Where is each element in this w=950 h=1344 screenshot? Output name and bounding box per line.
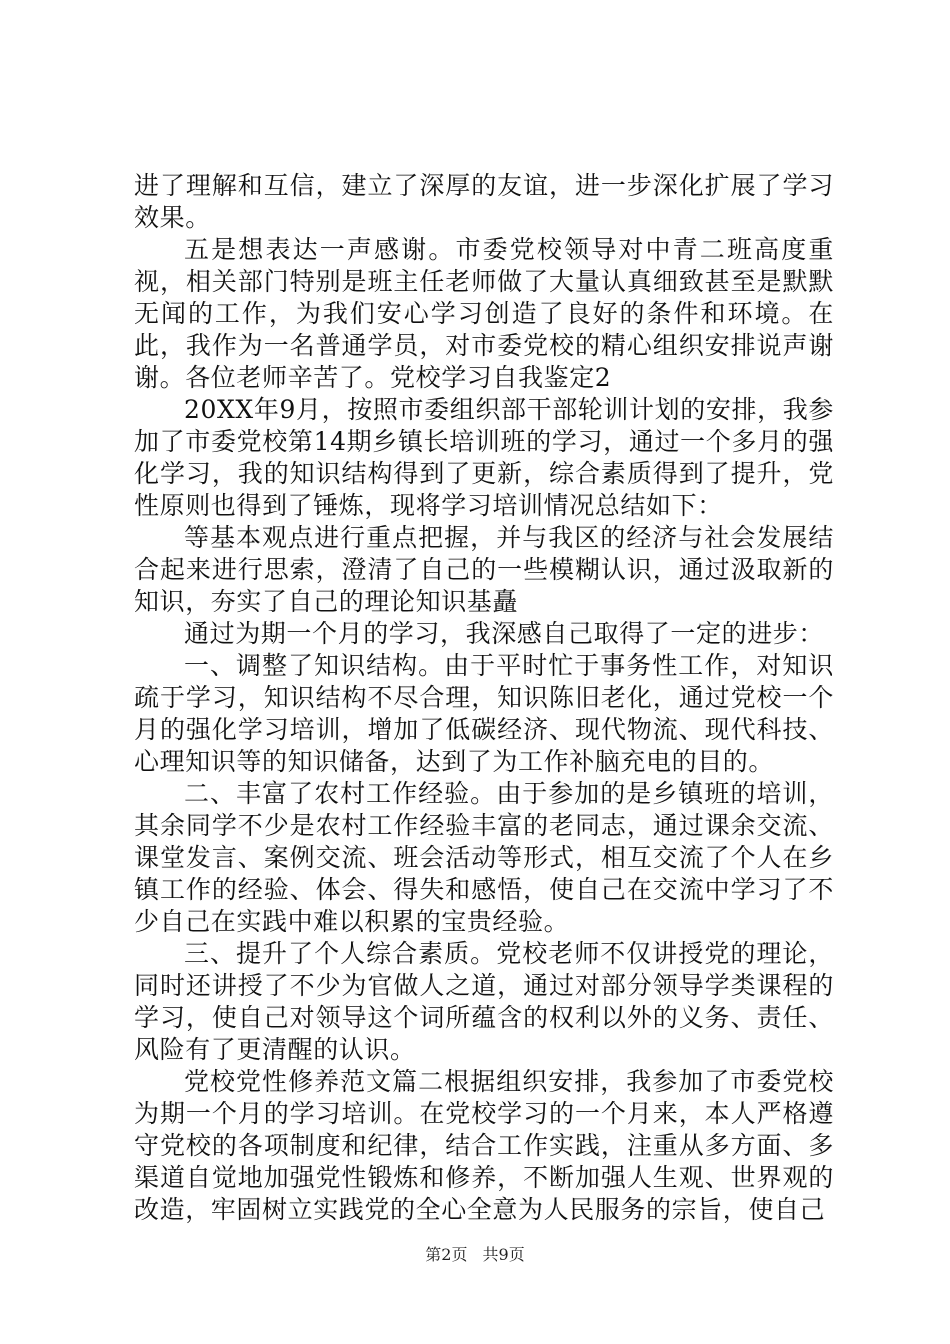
page-footer <box>0 1245 950 1265</box>
paragraph-1: 进了理解和互信，建立了深厚的友谊，进一步深化扩展了学习效果。 <box>134 171 834 232</box>
paragraph-4: 等基本观点进行重点把握，并与我区的经济与社会发展结合起来进行思索，澄清了自己的一些模糊认识，通过汲取新的知识，夯实了自己的理论知识基矗 <box>134 523 834 616</box>
paragraph-9: 党校党性修养范文篇二根据组织安排，我参加了市委党校为期一个月的学习培训。在党校学习的一个月来，本人严格遵守党校的各项制度和纪律，结合工作实践，注重从多方面、多渠道自觉地加强党性锻炼和修养，不断加强人生观、世界观的改造，牢固树立实践党的全心全意为人民服务的宗旨，使自己 <box>134 1067 834 1224</box>
paragraph-5: 通过为期一个月的学习，我深感自己取得了一定的进步： <box>184 619 825 648</box>
page-total: 共9页 <box>482 1245 525 1264</box>
paragraph-2: 五是想表达一声感谢。市委党校领导对中青二班高度重视，相关部门特别是班主任老师做了大量认真细致甚至是默默无闻的工作，为我们安心学习创造了良好的条件和环境。在此，我作为一名普通学员，对市委党校的精心组织安排说声谢谢。各位老师辛苦了。党校学习自我鉴定2 <box>134 235 834 392</box>
paragraph-6: 一、调整了知识结构。由于平时忙于事务性工作，对知识疏于学习，知识结构不尽合理，知识陈旧老化，通过党校一个月的强化学习培训，增加了低碳经济、现代物流、现代科技、心理知识等的知识储备，达到了为工作补脑充电的目的。 <box>134 651 834 776</box>
paragraph-8: 三、提升了个人综合素质。党校老师不仅讲授党的理论，同时还讲授了不少为官做人之道，通过对部分领导学类课程的学习，使自己对领导这个词所蕴含的权利以外的义务、责任、风险有了更清醒的认识。 <box>134 939 834 1064</box>
document-body <box>134 170 834 1226</box>
paragraph-3: 20XX年9月，按照市委组织部干部轮训计划的安排，我参加了市委党校第14期乡镇长培训班的学习，通过一个多月的强化学习，我的知识结构得到了更新，综合素质得到了提升，党性原则也得到了锤炼，现将学习培训情况总结如下： <box>134 395 834 520</box>
paragraph-7: 二、丰富了农村工作经验。由于参加的是乡镇班的培训，其余同学不少是农村工作经验丰富的老同志，通过课余交流、课堂发言、案例交流、班会活动等形式，相互交流了个人在乡镇工作的经验、体会、得失和感悟，使自己在交流中学习了不少自己在实践中难以积累的宝贵经验。 <box>134 779 834 936</box>
page-number: 第2页 <box>425 1245 468 1264</box>
